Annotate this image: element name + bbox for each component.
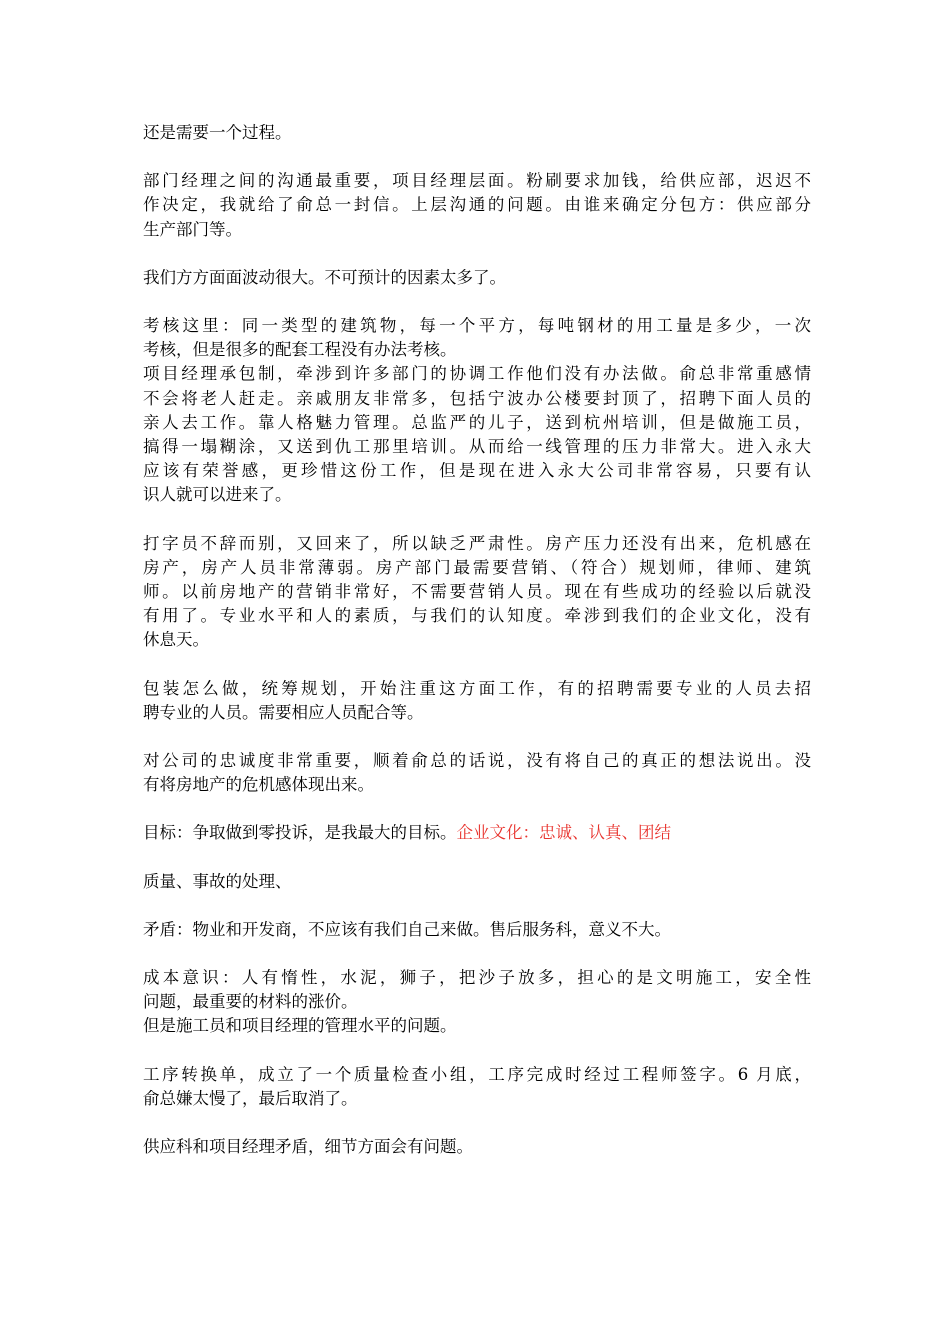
text-line: 问题，最重要的材料的涨价。 — [143, 992, 358, 1012]
text-line: 俞总嫌太慢了，最后取消了。 — [143, 1088, 358, 1108]
text-line: 供应科和项目经理矛盾，细节方面会有问题。 — [143, 1137, 473, 1157]
text-line: 生产部门等。 — [143, 219, 242, 239]
text-line: 房产，房产人员非常薄弱。房产部门最需要营销、（符合）规划师，律师、建筑 — [143, 557, 811, 577]
paragraph-fluctuation — [143, 266, 811, 290]
text-line: 搞得一塌糊涂，又送到仇工那里培训。从而给一线管理的压力非常大。进入永大 — [143, 437, 811, 457]
paragraph-goal — [143, 821, 811, 845]
text-line — [143, 821, 811, 845]
text-line: 我们方方面面波动很大。不可预计的因素太多了。 — [143, 267, 506, 287]
text-line: 作决定，我就给了俞总一封信。上层沟通的问题。由谁来确定分包方：供应部分 — [143, 195, 811, 215]
paragraph-packaging — [143, 677, 811, 725]
text-line: 应该有荣誉感，更珍惜这份工作，但是现在进入永大公司非常容易，只要有认 — [143, 461, 811, 481]
text-line: 还是需要一个过程。 — [143, 123, 292, 142]
paragraph-management-level — [143, 1014, 811, 1038]
text-line: 部门经理之间的沟通最重要，项目经理层面。粉刷要求加钱，给供应部，迟迟不 — [143, 171, 811, 191]
paragraph-assessment — [143, 314, 811, 362]
text-line: 不会将老人赶走。亲戚朋友非常多，包括宁波办公楼要封顶了，招聘下面人员的 — [143, 388, 811, 408]
text-line: 聘专业的人员。需要相应人员配合等。 — [143, 702, 424, 722]
paragraph-real-estate — [143, 532, 811, 653]
paragraph-loyalty — [143, 749, 811, 797]
text-line: 有用了。专业水平和人的素质，与我们的认知度。牵涉到我们的企业文化，没有 — [143, 606, 811, 626]
text-line: 对公司的忠诚度非常重要，顺着俞总的话说，没有将自己的真正的想法说出。没 — [143, 751, 811, 771]
text-line: 项目经理承包制，牵涉到许多部门的协调工作他们没有办法做。俞总非常重感情 — [143, 364, 811, 384]
document-body — [143, 121, 811, 1183]
paragraph-communication — [143, 169, 811, 242]
text-line: 质量、事故的处理、 — [143, 871, 292, 891]
paragraph-supply — [143, 1135, 811, 1159]
goal-text: 目标：争取做到零投诉，是我最大的目标。 — [143, 823, 457, 843]
text-line: 矛盾：物业和开发商，不应该有我们自己来做。售后服务科，意义不大。 — [143, 919, 671, 939]
text-line: 成本意识：人有惰性，水泥，狮子，把沙子放多，担心的是文明施工，安全性 — [143, 968, 811, 988]
text-line: 识人就可以进来了。 — [143, 485, 292, 505]
text-line: 但是施工员和项目经理的管理水平的问题。 — [143, 1016, 457, 1036]
text-line: 打字员不辞而别，又回来了，所以缺乏严肃性。房产压力还没有出来，危机感在 — [143, 533, 811, 553]
text-line: 工序转换单，成立了一个质量检查小组，工序完成时经过工程师签字。6 月底， — [143, 1064, 811, 1084]
text-line: 考核，但是很多的配套工程没有办法考核。 — [143, 340, 457, 360]
text-line: 有将房地产的危机感体现出来。 — [143, 775, 374, 795]
paragraph-process-transfer — [143, 1063, 811, 1111]
text-line: 考核这里：同一类型的建筑物，每一个平方，每吨钢材的用工量是多少，一次 — [143, 316, 811, 336]
text-line: 亲人去工作。靠人格魅力管理。总监严的儿子，送到杭州培训，但是做施工员， — [143, 412, 811, 432]
corporate-culture-highlight: 企业文化：忠诚、认真、团结 — [456, 823, 671, 843]
text-line: 师。以前房地产的营销非常好，不需要营销人员。现在有些成功的经验以后就没 — [143, 582, 811, 602]
paragraph-quality — [143, 870, 811, 894]
text-line: 休息天。 — [143, 630, 209, 650]
paragraph-cost-awareness — [143, 966, 811, 1014]
paragraph-conflict — [143, 918, 811, 942]
text-line: 包装怎么做，统筹规划，开始注重这方面工作，有的招聘需要专业的人员去招 — [143, 678, 811, 698]
paragraph-contract-system — [143, 362, 811, 507]
paragraph-process — [143, 121, 811, 145]
